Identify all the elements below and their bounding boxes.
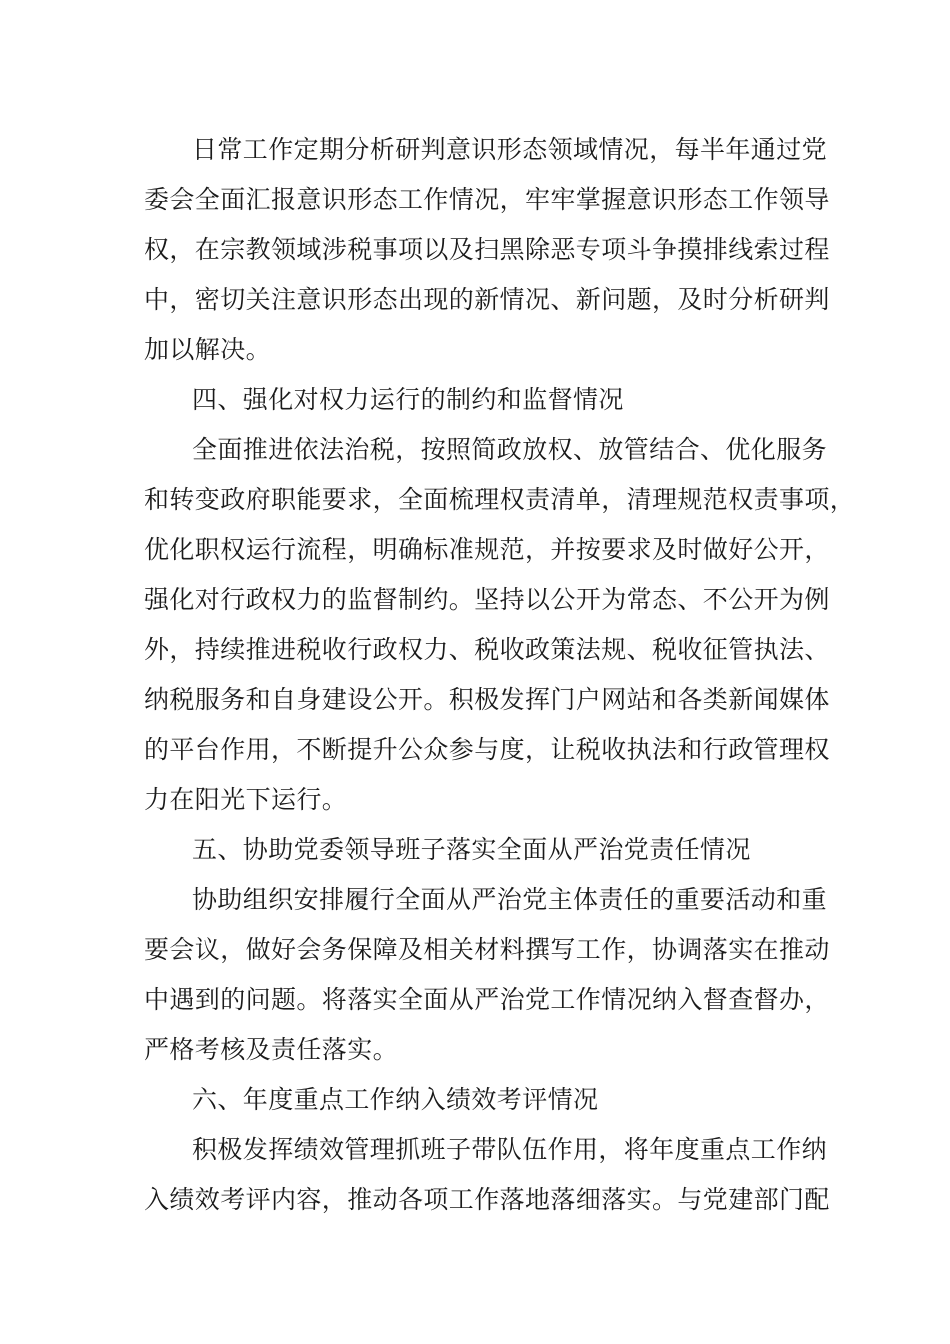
paragraph-line: 日常工作定期分析研判意识形态领域情况，每半年通过党	[192, 135, 828, 164]
paragraph-line: 协助组织安排履行全面从严治党主体责任的重要活动和重	[192, 885, 828, 914]
section-heading: 六、年度重点工作纳入绩效考评情况	[192, 1085, 599, 1114]
paragraph-line: 全面推进依法治税，按照简政放权、放管结合、优化服务	[192, 435, 828, 464]
paragraph-line: 加以解决。	[144, 335, 272, 364]
paragraph-line: 中，密切关注意识形态出现的新情况、新问题，及时分析研判	[144, 285, 830, 314]
paragraph-line: 要会议，做好会务保障及相关材料撰写工作，协调落实在推动	[144, 935, 830, 964]
paragraph-line: 力在阳光下运行。	[144, 785, 348, 814]
paragraph-line: 强化对行政权力的监督制约。坚持以公开为常态、不公开为例	[144, 585, 830, 614]
paragraph-line: 纳税服务和自身建设公开。积极发挥门户网站和各类新闻媒体	[144, 685, 830, 714]
paragraph-line: 入绩效考评内容，推动各项工作落地落细落实。与党建部门配	[144, 1185, 830, 1214]
paragraph-line: 外，持续推进税收行政权力、税收政策法规、税收征管执法、	[144, 635, 830, 664]
paragraph-line: 权，在宗教领域涉税事项以及扫黑除恶专项斗争摸排线索过程	[144, 235, 830, 264]
paragraph-line: 中遇到的问题。将落实全面从严治党工作情况纳入督查督办，	[144, 985, 830, 1014]
paragraph-line: 的平台作用，不断提升公众参与度，让税收执法和行政管理权	[144, 735, 830, 764]
paragraph-line: 严格考核及责任落实。	[144, 1035, 399, 1064]
paragraph-line: 和转变政府职能要求，全面梳理权责清单，清理规范权责事项，	[144, 485, 856, 514]
paragraph-line: 积极发挥绩效管理抓班子带队伍作用，将年度重点工作纳	[192, 1135, 828, 1164]
section-heading: 四、强化对权力运行的制约和监督情况	[192, 385, 624, 414]
paragraph-line: 优化职权运行流程，明确标准规范，并按要求及时做好公开，	[144, 535, 830, 564]
paragraph-line: 委会全面汇报意识形态工作情况，牢牢掌握意识形态工作领导	[144, 185, 830, 214]
section-heading: 五、协助党委领导班子落实全面从严治党责任情况	[192, 835, 751, 864]
